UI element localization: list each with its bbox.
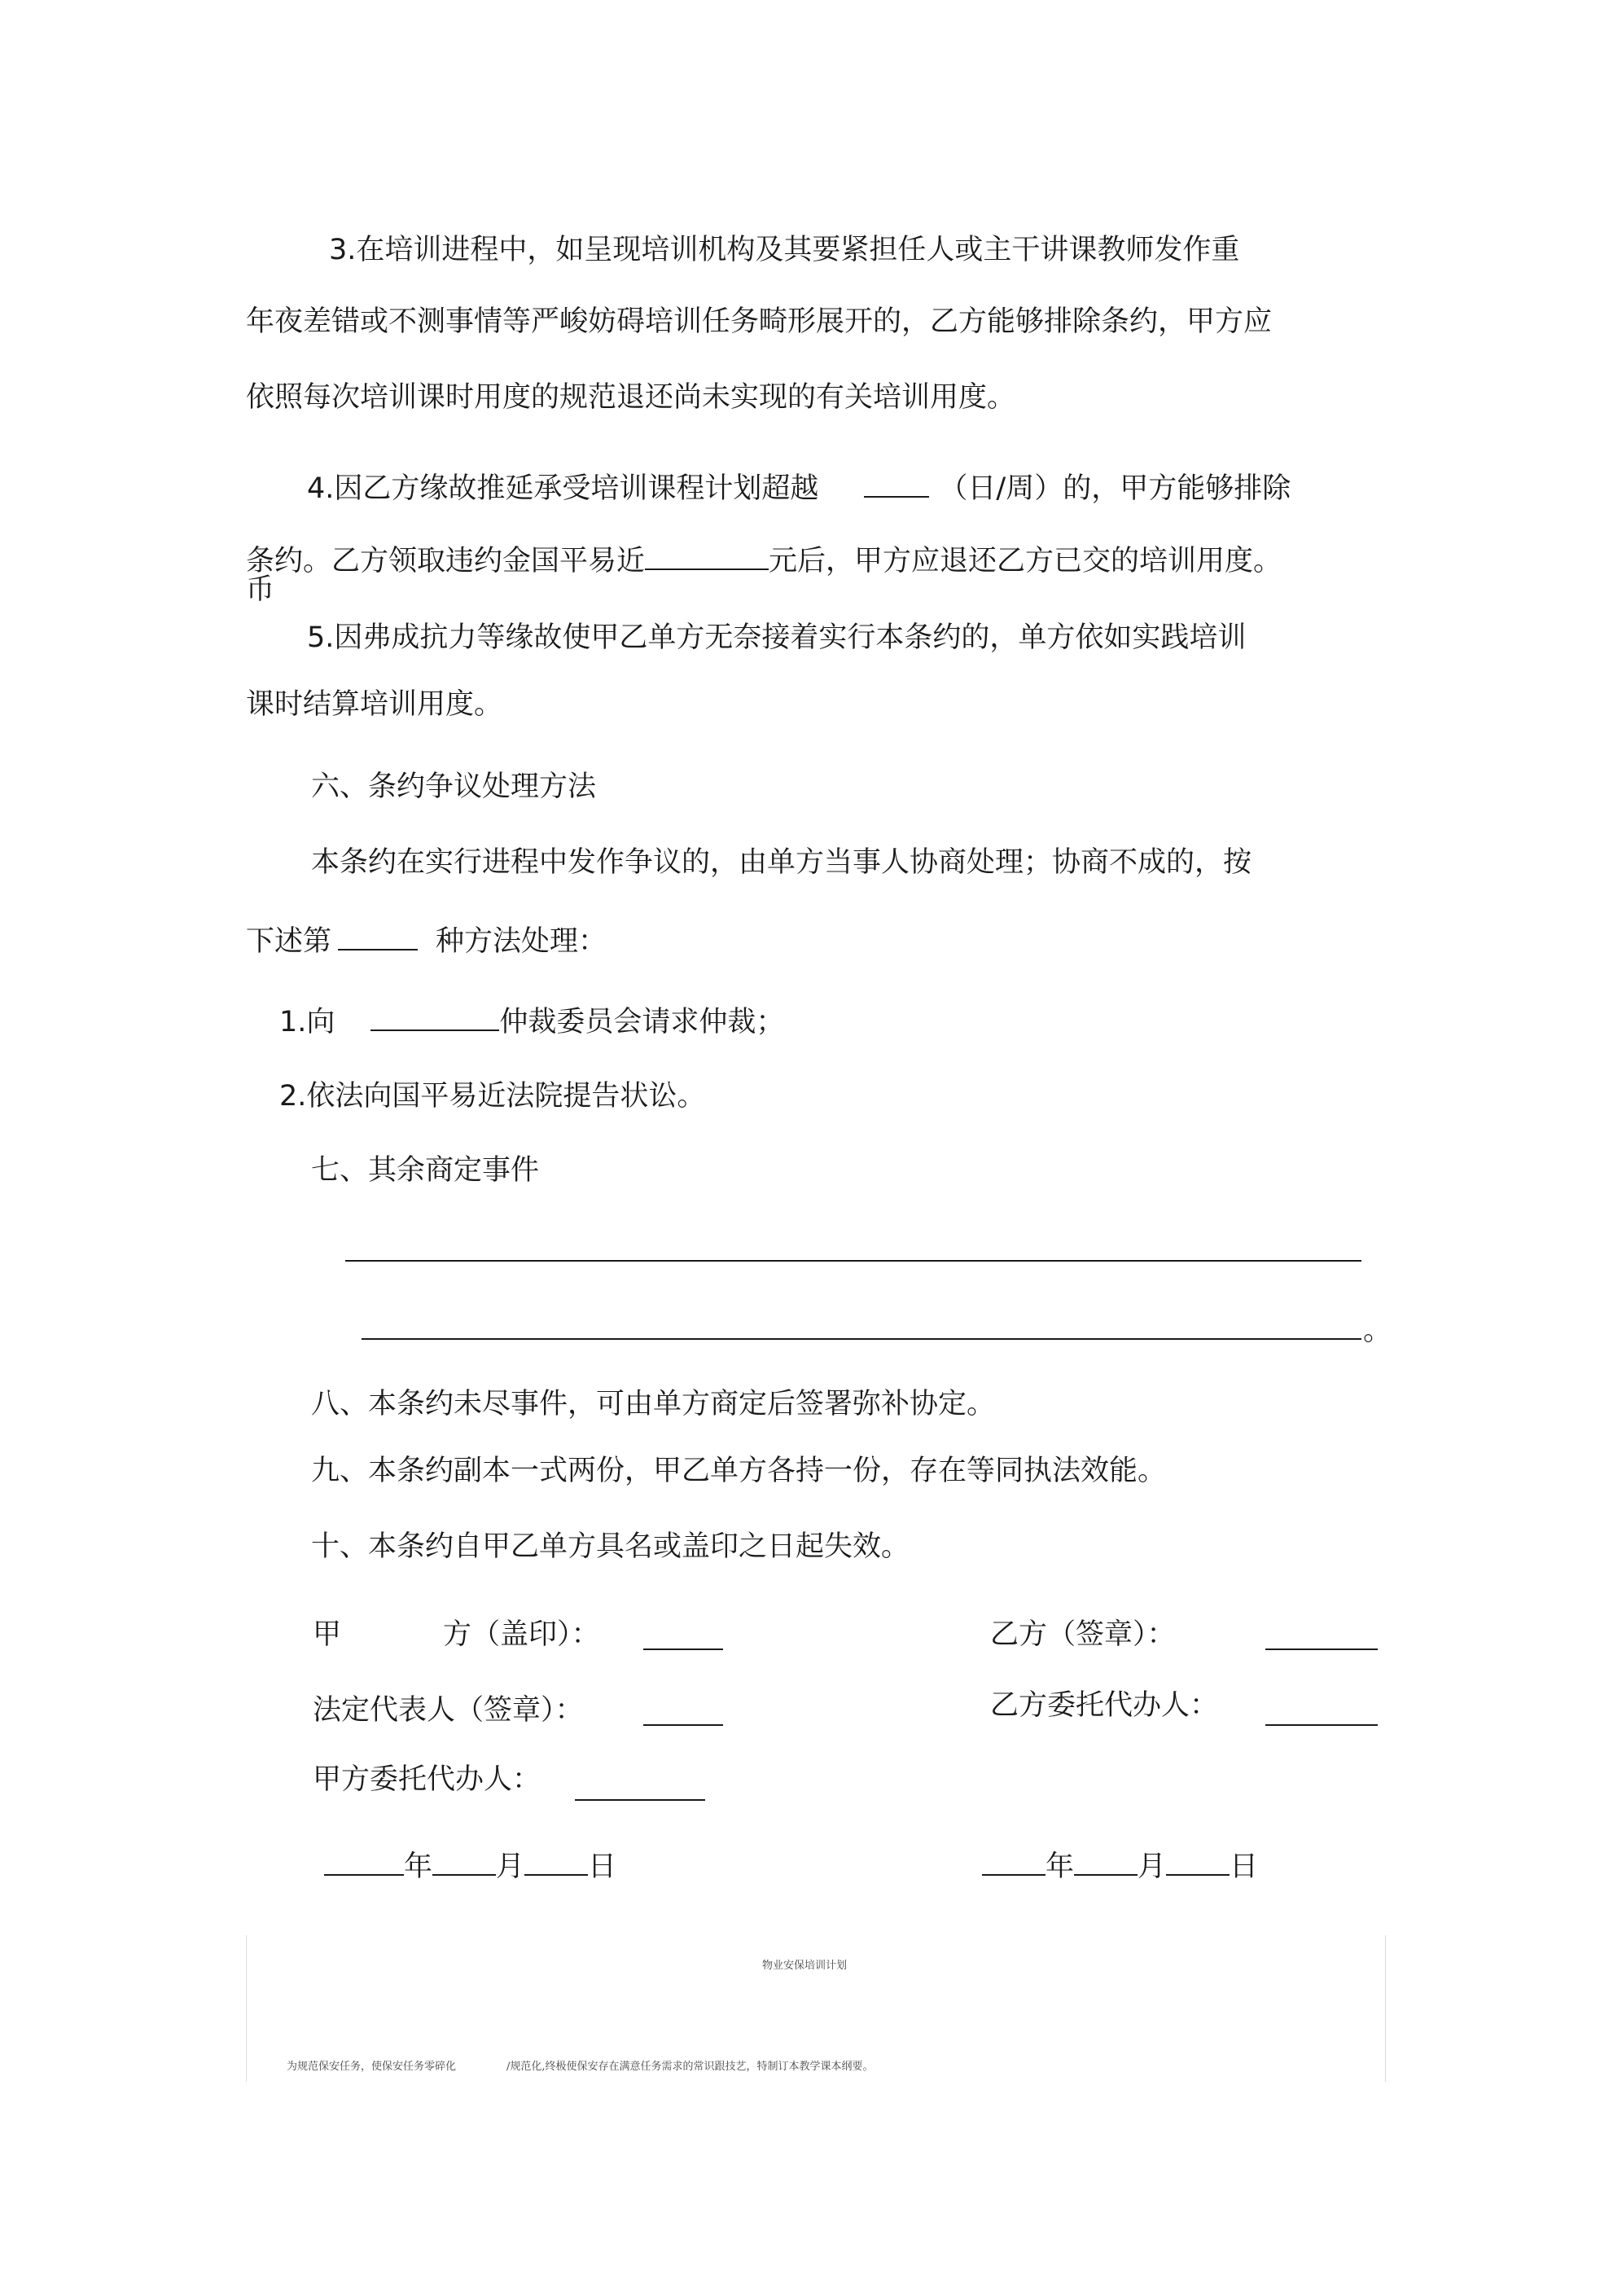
party-a-representative-label: 法定代表人（签章）：	[313, 1694, 584, 1727]
clause-4-line-1	[307, 468, 1291, 507]
footer-text-b: /规范化,终极使保安存在满意任务需求的常识跟技艺，特制订本教学课本纲要。	[506, 2061, 874, 2073]
day-label: 日	[588, 1850, 617, 1883]
option-1	[279, 1002, 784, 1040]
party-a-date	[324, 1846, 616, 1885]
year-label: 年	[1046, 1850, 1075, 1883]
clause-5-line-2: 课时结算培训用度。	[246, 688, 503, 721]
option-1-text-a: 1.向	[279, 1006, 335, 1038]
option-1-text-b: 仲裁委员会请求仲裁；	[499, 1006, 785, 1038]
other-matters-line-2[interactable]	[362, 1338, 1361, 1340]
party-a-representative-blank[interactable]	[643, 1724, 723, 1726]
arbitration-committee-blank[interactable]	[370, 1002, 499, 1031]
section-10: 十、本条约自甲乙单方具名或盖印之日起失效。	[311, 1530, 910, 1563]
footer-title: 物业安保培训计划	[762, 1960, 848, 1972]
party-a-year-blank[interactable]	[324, 1846, 404, 1876]
party-b-agent-blank[interactable]	[1265, 1724, 1378, 1726]
currency-label: 币	[246, 573, 275, 606]
clause-3-line-1: 3.在培训进程中，如呈现培训机构及其要紧担任人或主干讲课教师发作重	[329, 234, 1240, 266]
clause-4-text-c: 条约。乙方领取违约金国平易近	[246, 545, 646, 577]
day-label: 日	[1230, 1850, 1259, 1883]
party-a-month-blank[interactable]	[432, 1846, 496, 1876]
clause-4-line-2	[246, 541, 1282, 579]
section-6-text-b: 种方法处理：	[436, 925, 607, 958]
party-a-agent-label: 甲方委托代办人：	[313, 1763, 541, 1796]
party-b-agent-label: 乙方委托代办人：	[990, 1689, 1219, 1722]
section-7-end-mark: 。	[1363, 1315, 1392, 1347]
footer-text-a: 为规范保安任务，使保安任务零碎化	[287, 2061, 457, 2073]
party-b-month-blank[interactable]	[1074, 1846, 1138, 1876]
section-8: 八、本条约未尽事件，可由单方商定后签署弥补协定。	[311, 1388, 996, 1420]
party-b-date	[982, 1846, 1258, 1885]
clause-4-text-a: 4.因乙方缘故推延承受培训课程计划超越	[307, 472, 819, 505]
clause-4-text-b: （日/周）的，甲方能够排除	[939, 472, 1291, 505]
section-6-text-a: 下述第	[246, 925, 332, 958]
year-label: 年	[404, 1850, 433, 1883]
party-b-seal-label: 乙方（签章）：	[990, 1618, 1176, 1651]
party-a-agent-blank[interactable]	[575, 1799, 705, 1801]
month-label: 月	[1138, 1850, 1167, 1883]
clause-3-line-2: 年夜差错或不测事情等严峻妨碍培训任务畸形展开的，乙方能够排除条约，甲方应	[246, 305, 1273, 338]
party-a-label: 甲	[313, 1618, 342, 1651]
month-label: 月	[496, 1850, 525, 1883]
section-6-paragraph-2	[246, 921, 607, 959]
party-b-year-blank[interactable]	[982, 1846, 1046, 1876]
section-9: 九、本条约副本一式两份，甲乙单方各持一份，存在等同执法效能。	[311, 1455, 1167, 1487]
party-a-seal-blank[interactable]	[643, 1648, 723, 1650]
method-number-blank[interactable]	[338, 921, 418, 950]
footer-right-border	[1385, 1935, 1386, 2082]
clause-3-line-3: 依照每次培训课时用度的规范退还尚未实现的有关培训用度。	[246, 381, 1016, 414]
section-6-heading: 六、条约争议处理方法	[311, 770, 597, 803]
clause-5-line-1: 5.因弗成抗力等缘故使甲乙单方无奈接着实行本条约的，单方依如实践培训	[307, 621, 1247, 654]
clause-4-text-d: 元后，甲方应退还乙方已交的培训用度。	[769, 545, 1282, 577]
penalty-amount-blank[interactable]	[645, 541, 769, 570]
footer-left-border	[246, 1935, 247, 2082]
party-a-day-blank[interactable]	[524, 1846, 588, 1876]
party-b-seal-blank[interactable]	[1265, 1648, 1378, 1650]
section-6-paragraph-1: 本条约在实行进程中发作争议的，由单方当事人协商处理；协商不成的，按	[311, 846, 1252, 879]
party-b-day-blank[interactable]	[1166, 1846, 1230, 1876]
period-blank[interactable]	[864, 468, 929, 498]
section-7-heading: 七、其余商定事件	[311, 1154, 540, 1187]
party-a-seal-label: 方（盖印）：	[443, 1618, 600, 1651]
option-2: 2.依法向国平易近法院提告状讼。	[279, 1080, 706, 1113]
other-matters-line-1[interactable]	[345, 1260, 1361, 1262]
